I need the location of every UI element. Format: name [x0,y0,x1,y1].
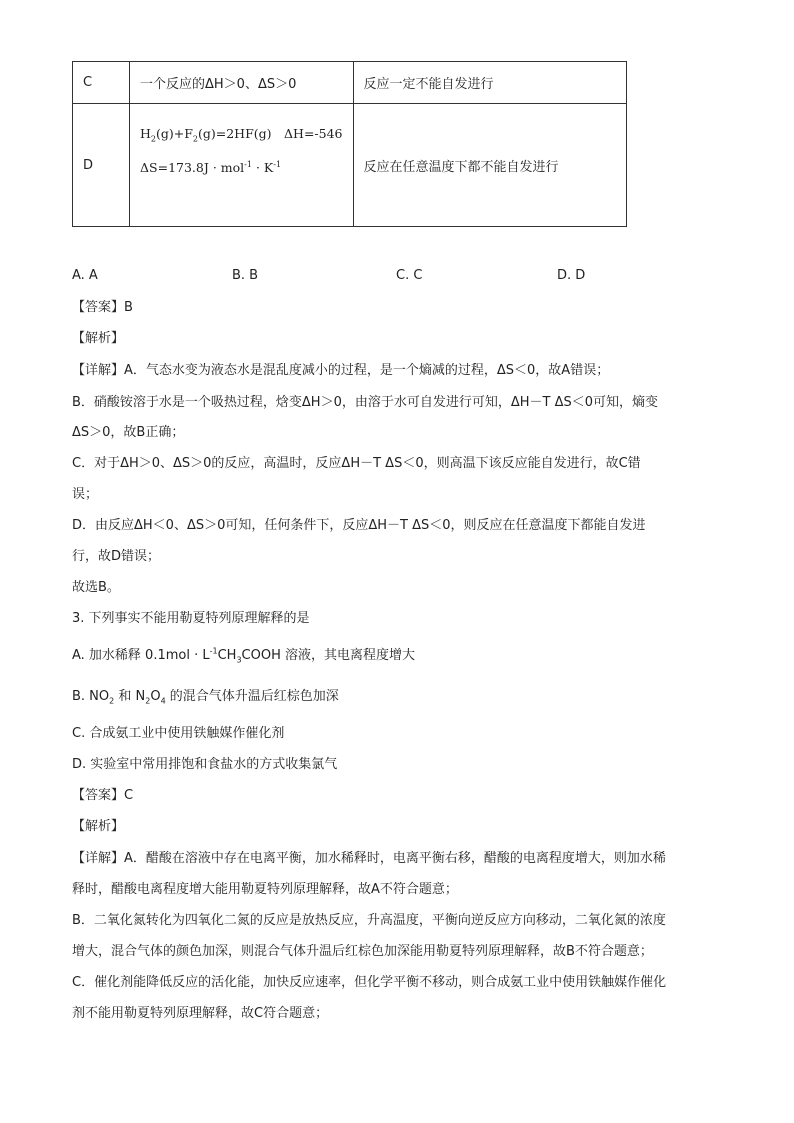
q2-answer: 【答案】B [72,300,133,315]
row-c-cond-sep: 、 [244,77,258,92]
q3-detail-line-1: 【详解】A．醋酸在溶液中存在电离平衡，加水稀释时，电离平衡右移，醋酸的电离程度增大，则加水稀 [72,851,666,866]
q2-detail-line-7: 行，故D错误； [72,549,161,564]
f2-sup2: -1 [273,159,282,169]
q3-option-b [72,687,339,707]
row-c-letter: C [73,62,130,104]
q3-analysis-label: 【解析】 [72,819,125,834]
q2-conclusion: 故选B。 [72,580,120,595]
row-d-formula [130,104,354,227]
q3-b-o: O [150,689,161,704]
row-d-conclusion: 反应在任意温度下都不能自发进行 [353,104,627,227]
f2-a: ΔS=173.8J · mol [140,160,245,175]
choice-d: D. D [557,268,586,283]
q2-detail-line-3: ΔS＞0，故B正确； [72,425,185,440]
q2-detail-line-1: 【详解】A．气态水变为液态水是混乱度减小的过程，是一个熵减的过程，ΔS＜0，故A错误； [72,363,610,378]
q3-b-sub1: 2 [109,696,115,706]
q3-answer: 【答案】C [72,788,134,803]
choice-c: C. C [396,268,423,283]
formula-line-2 [140,159,343,175]
f1-h: H [140,125,151,141]
q3-a-post: COOH 溶液，其电离程度增大 [241,648,415,663]
q3-option-a [72,646,415,666]
q3-a-pre: A. 加水稀释 0.1mol · L [72,648,210,663]
row-c-cond-prefix: 一个反应的 [140,77,206,92]
q2-detail-line-6: D．由反应ΔH＜0、ΔS＞0可知，任何条件下，反应ΔH－T ΔS＜0，则反应在任意温度下都能自发进 [72,518,646,533]
f1-rest: (g)=2HF(g) ΔH=-546 [198,125,343,141]
table-row-c [73,62,627,104]
q3-detail-line-3: B．二氧化氮转化为四氧化二氮的反应是放热反应，升高温度，平衡向逆反应方向移动，二氧化氮的浓度 [72,913,666,928]
q3-b-sub2: 2 [145,696,151,706]
options-table [72,61,627,227]
table-row-d [73,104,627,227]
q2-detail-line-4: C．对于ΔH＞0、ΔS＞0的反应，高温时，反应ΔH－T ΔS＜0，则高温下该反应能自发进行，故C错 [72,456,641,471]
q3-detail-line-2: 释时，醋酸电离程度增大能用勒夏特列原理解释，故A不符合题意； [72,882,458,897]
q3-a-sup: -1 [209,646,218,656]
q3-option-c: C. 合成氨工业中使用铁触媒作催化剂 [72,726,285,741]
q3-a-mid: CH [217,648,237,663]
q3-b-sub3: 4 [160,696,166,706]
f1-h-sub: 2 [150,134,156,143]
q3-detail-line-5: C．催化剂能降低反应的活化能，加快反应速率，但化学平衡不移动，则合成氨工业中使用铁触媒作催化 [72,975,667,990]
q3-a-sub: 3 [236,655,242,665]
f2-b: · K [251,160,274,175]
q2-detail-line-5: 误； [72,487,99,502]
row-c-cond-dh: ΔH＞0 [205,77,245,92]
q3-detail-line-6: 剂不能用勒夏特列原理解释，故C符合题意； [72,1006,329,1021]
choice-b: B. B [232,268,259,283]
row-c-conclusion: 反应一定不能自发进行 [353,62,627,104]
q3-b-mid: 和 N [114,689,146,704]
q2-detail-line-2: B．硝酸铵溶于水是一个吸热过程，焓变ΔH＞0，由溶于水可自发进行可知，ΔH－T ΔS＜0可知，熵变 [72,395,659,410]
q2-analysis-label: 【解析】 [72,331,125,346]
row-c-condition [130,62,354,104]
q3-stem: 3. 下列事实不能用勒夏特列原理解释的是 [72,611,310,626]
q3-b-post: 的混合气体升温后红棕色加深 [165,689,339,704]
row-c-cond-ds: ΔS＞0 [257,77,297,92]
formula-line-1 [140,125,343,143]
row-d-letter: D [73,104,130,227]
q3-b-pre: B. NO [72,689,110,704]
f1-f-sub: 2 [192,134,198,143]
q3-detail-line-4: 增大，混合气体的颜色加深，则混合气体升温后红棕色加深能用勒夏特列原理解释，故B不符合题意； [72,944,653,959]
q3-option-d: D. 实验室中常用排饱和食盐水的方式收集氯气 [72,757,338,772]
f2-sup1: -1 [244,159,252,169]
f1-g1: (g)+F [156,125,193,141]
choice-a: A. A [72,268,98,283]
